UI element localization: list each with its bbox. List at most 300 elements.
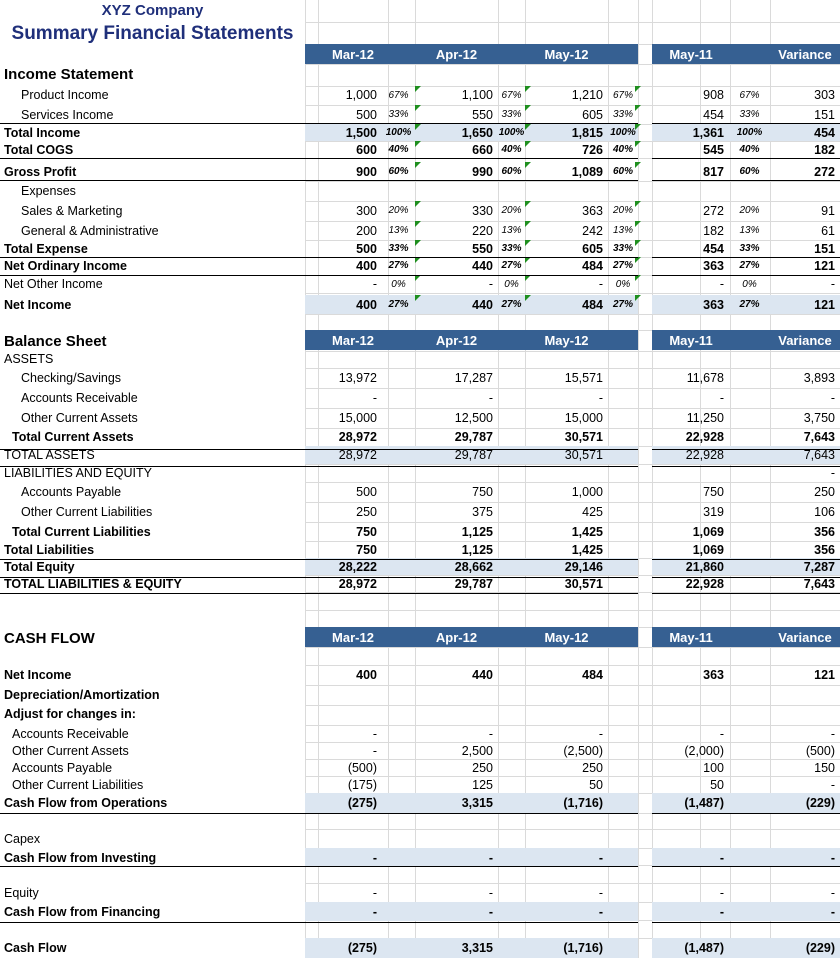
value-cell: 454: [703, 107, 724, 122]
value-cell: -: [488, 390, 493, 405]
value-cell: 3,893: [803, 370, 835, 385]
percent-cell: 20%: [501, 205, 522, 216]
period-header-apr-12: Apr-12: [435, 332, 478, 348]
value-cell: [770, 351, 840, 367]
row-label: Services Income: [21, 107, 114, 122]
table-row: [0, 522, 840, 541]
percent-cell: 27%: [501, 260, 522, 271]
value-cell: 22,928: [685, 430, 724, 444]
percent-cell: 0%: [504, 278, 519, 290]
value-cell: 400: [356, 297, 377, 312]
value-cell: 200: [356, 223, 377, 238]
total-rule: [0, 257, 305, 258]
table-row: [0, 938, 840, 958]
value-cell: 30,571: [564, 576, 603, 591]
percent-cell: 60%: [612, 166, 633, 177]
value-cell: -: [598, 850, 603, 865]
period-header-may-12: May-12: [544, 629, 589, 645]
error-flag-icon: [415, 141, 421, 147]
percent-cell: 67%: [739, 89, 760, 101]
percent-cell: 33%: [739, 243, 760, 254]
value-cell: 1,425: [571, 542, 603, 557]
value-cell: 182: [703, 223, 724, 238]
percent-cell: 33%: [388, 109, 409, 120]
table-row: [0, 388, 840, 407]
value-cell: 500: [356, 107, 377, 122]
error-flag-icon: [525, 141, 531, 147]
row-label: Other Current Liabilities: [21, 504, 153, 519]
error-flag-icon: [415, 240, 421, 246]
period-header-mar-12: Mar-12: [332, 332, 374, 348]
percent-cell: 33%: [501, 109, 522, 120]
percent-cell: 67%: [612, 89, 633, 101]
row-label: Accounts Payable: [21, 484, 122, 499]
value-cell: 363: [703, 667, 724, 682]
value-cell: -: [719, 885, 724, 900]
table-row: [0, 541, 840, 558]
value-cell: -: [372, 885, 377, 900]
value-cell: 7,643: [803, 448, 835, 462]
total-rule: [0, 593, 305, 594]
error-flag-icon: [635, 221, 641, 227]
row-label: TOTAL ASSETS: [4, 448, 95, 462]
value-cell: [770, 829, 840, 848]
value-cell: 29,787: [454, 576, 493, 591]
percent-cell: 33%: [388, 243, 409, 254]
error-flag-icon: [415, 201, 421, 207]
value-cell: (2,500): [563, 743, 603, 758]
value-cell: 545: [703, 142, 724, 157]
percent-cell: 13%: [501, 225, 522, 236]
error-flag-icon: [635, 240, 641, 246]
table-row: [0, 502, 840, 521]
total-rule: [305, 158, 638, 159]
total-rule: [652, 559, 840, 560]
value-cell: 425: [582, 504, 603, 519]
row-label: Total Liabilities: [4, 542, 95, 557]
value-cell: 726: [582, 142, 603, 157]
value-cell: 3,315: [461, 796, 493, 810]
value-cell: 1,815: [571, 125, 603, 140]
period-header-variance: Variance: [778, 629, 832, 645]
percent-cell: 100%: [498, 127, 525, 138]
value-cell: 3,750: [803, 410, 835, 425]
value-cell: 17,287: [454, 370, 493, 385]
value-cell: 151: [814, 241, 835, 256]
error-flag-icon: [415, 221, 421, 227]
total-rule: [652, 577, 840, 578]
value-cell: [415, 829, 498, 848]
value-cell: 363: [703, 258, 724, 273]
grid-row-line: [305, 647, 840, 648]
value-cell: -: [598, 726, 603, 741]
period-header-apr-12: Apr-12: [435, 46, 478, 62]
table-row: [0, 725, 840, 742]
table-row: [0, 351, 840, 367]
value-cell: -: [719, 390, 724, 405]
row-label: Equity: [4, 885, 39, 900]
value-cell: [525, 829, 608, 848]
value-cell: 3,315: [461, 941, 493, 955]
value-cell: -: [719, 850, 724, 865]
error-flag-icon: [635, 201, 641, 207]
total-rule: [0, 577, 305, 578]
row-label: Cash Flow: [4, 941, 67, 955]
value-cell: 125: [472, 777, 493, 792]
value-cell: 500: [356, 484, 377, 499]
value-cell: 61: [821, 223, 835, 238]
value-cell: -: [488, 277, 493, 291]
value-cell: 330: [472, 203, 493, 218]
value-cell: 250: [814, 484, 835, 499]
table-row: [0, 428, 840, 446]
row-label: Total Current Liabilities: [12, 524, 151, 539]
row-label: Cash Flow from Financing: [4, 904, 161, 919]
table-row: [0, 482, 840, 501]
value-cell: 1,100: [461, 88, 493, 102]
value-cell: -: [598, 390, 603, 405]
value-cell: 7,643: [803, 576, 835, 591]
row-label: Accounts Receivable: [12, 726, 129, 741]
percent-cell: 67%: [388, 89, 409, 101]
total-rule: [0, 559, 305, 560]
total-rule: [305, 559, 638, 560]
value-cell: 28,972: [338, 430, 377, 444]
value-cell: 363: [582, 203, 603, 218]
row-label: Total Equity: [4, 559, 75, 574]
value-cell: [318, 685, 382, 704]
value-cell: -: [488, 850, 493, 865]
period-header-variance: Variance: [778, 46, 832, 62]
total-rule: [0, 922, 305, 923]
table-row: [0, 240, 840, 257]
value-cell: 500: [356, 241, 377, 256]
percent-cell: 27%: [739, 299, 760, 310]
table-row: [0, 105, 840, 124]
total-rule: [305, 593, 638, 594]
value-cell: 1,500: [345, 125, 377, 140]
value-cell: 750: [472, 484, 493, 499]
total-rule: [0, 275, 305, 276]
percent-cell: 33%: [739, 109, 760, 120]
error-flag-icon: [525, 124, 531, 130]
value-cell: 15,000: [564, 410, 603, 425]
error-flag-icon: [525, 201, 531, 207]
table-row: [0, 685, 840, 704]
value-cell: -: [598, 904, 603, 919]
table-row: [0, 759, 840, 776]
value-cell: 29,787: [454, 430, 493, 444]
error-flag-icon: [525, 240, 531, 246]
value-cell: -: [488, 904, 493, 919]
value-cell: (229): [805, 796, 835, 810]
value-cell: 50: [589, 777, 603, 792]
report-title: Summary Financial Statements: [11, 23, 294, 44]
value-cell: (275): [347, 941, 377, 955]
value-cell: (500): [805, 743, 835, 758]
value-cell: [525, 351, 608, 367]
percent-cell: 33%: [501, 243, 522, 254]
error-flag-icon: [525, 105, 531, 111]
value-cell: 600: [356, 142, 377, 157]
value-cell: [415, 181, 498, 200]
value-cell: 91: [821, 203, 835, 218]
percent-cell: 40%: [501, 144, 522, 155]
value-cell: -: [372, 390, 377, 405]
row-label: Total Current Assets: [12, 430, 134, 444]
percent-cell: 27%: [388, 260, 409, 271]
row-label: TOTAL LIABILITIES & EQUITY: [4, 576, 182, 591]
value-cell: 29,787: [454, 448, 493, 462]
value-cell: 900: [356, 164, 377, 179]
value-cell: 106: [814, 504, 835, 519]
total-rule: [305, 449, 638, 450]
grid-row-line: [305, 314, 840, 315]
value-cell: 22,928: [685, 448, 724, 462]
value-cell: 363: [703, 297, 724, 312]
grid-row-line: [305, 610, 840, 611]
total-rule: [652, 813, 840, 814]
percent-cell: 27%: [739, 260, 760, 271]
value-cell: 150: [814, 760, 835, 775]
value-cell: 100: [703, 760, 724, 775]
value-cell: [318, 829, 382, 848]
percent-cell: 0%: [615, 278, 631, 290]
value-cell: [652, 829, 729, 848]
value-cell: 660: [472, 142, 493, 157]
error-flag-icon: [415, 86, 421, 92]
value-cell: 550: [472, 107, 493, 122]
total-rule: [305, 577, 638, 578]
value-cell: 484: [582, 297, 603, 312]
row-label: Net Other Income: [4, 277, 103, 291]
value-cell: [525, 685, 608, 704]
row-label: Cash Flow from Operations: [4, 796, 168, 810]
value-cell: 750: [356, 542, 377, 557]
percent-cell: 27%: [612, 299, 633, 310]
value-cell: 220: [472, 223, 493, 238]
grid-row-line: [305, 293, 840, 294]
total-rule: [652, 922, 840, 923]
grid-row-line: [305, 22, 840, 23]
value-cell: -: [719, 726, 724, 741]
row-label: Gross Profit: [4, 164, 77, 179]
row-label: Sales & Marketing: [21, 203, 123, 218]
value-cell: 1,069: [692, 524, 724, 539]
value-cell: [652, 705, 729, 723]
value-cell: [652, 685, 729, 704]
value-cell: 356: [814, 524, 835, 539]
grid-row-line: [305, 64, 840, 65]
table-row: [0, 883, 840, 902]
value-cell: 400: [356, 667, 377, 682]
value-cell: (275): [347, 796, 377, 810]
percent-cell: 67%: [501, 89, 522, 101]
total-rule: [305, 123, 638, 124]
total-rule: [652, 123, 840, 124]
value-cell: 15,000: [338, 410, 377, 425]
value-cell: (1,487): [684, 796, 724, 810]
value-cell: -: [598, 885, 603, 900]
percent-cell: 13%: [388, 225, 409, 236]
value-cell: 50: [710, 777, 724, 792]
value-cell: 550: [472, 241, 493, 256]
table-row: [0, 408, 840, 427]
value-cell: -: [830, 390, 835, 405]
percent-cell: 33%: [612, 109, 633, 120]
total-rule: [652, 466, 840, 467]
percent-cell: 20%: [612, 205, 633, 216]
value-cell: 121: [814, 667, 835, 682]
total-rule: [652, 275, 840, 276]
error-flag-icon: [635, 141, 641, 147]
table-row: [0, 558, 840, 575]
percent-cell: 100%: [736, 127, 763, 138]
error-flag-icon: [635, 295, 641, 301]
value-cell: [770, 181, 840, 200]
percent-cell: 100%: [385, 127, 412, 138]
value-cell: 121: [814, 258, 835, 273]
value-cell: 15,571: [564, 370, 603, 385]
company-name: XYZ Company: [101, 2, 204, 19]
error-flag-icon: [635, 86, 641, 92]
error-flag-icon: [525, 162, 531, 168]
row-label: Capex: [4, 831, 41, 846]
row-label: General & Administrative: [21, 223, 159, 238]
table-row: [0, 776, 840, 793]
table-row: [0, 368, 840, 387]
value-cell: -: [372, 904, 377, 919]
total-rule: [652, 158, 840, 159]
percent-cell: 40%: [739, 144, 760, 155]
row-label: Adjust for changes in:: [4, 707, 136, 721]
value-cell: [770, 685, 840, 704]
period-header-may-11: May-11: [669, 629, 713, 645]
value-cell: 272: [814, 164, 835, 179]
value-cell: (1,716): [563, 941, 603, 955]
percent-cell: 60%: [388, 166, 409, 177]
value-cell: -: [830, 277, 835, 291]
value-cell: 121: [814, 297, 835, 312]
period-header-may-11: May-11: [669, 332, 713, 348]
period-header-apr-12: Apr-12: [435, 629, 478, 645]
value-cell: 28,972: [338, 576, 377, 591]
total-rule: [0, 813, 305, 814]
percent-cell: 20%: [388, 205, 409, 216]
percent-cell: 100%: [610, 127, 636, 138]
total-rule: [305, 180, 638, 181]
value-cell: 11,678: [686, 370, 724, 385]
value-cell: 440: [472, 667, 493, 682]
percent-cell: 20%: [739, 205, 760, 216]
value-cell: 990: [472, 164, 493, 179]
value-cell: 29,146: [564, 559, 603, 574]
value-cell: -: [719, 277, 724, 291]
value-cell: [652, 181, 729, 200]
table-row: [0, 902, 840, 921]
row-label: LIABILITIES AND EQUITY: [4, 465, 152, 480]
table-row: [0, 221, 840, 240]
total-rule: [652, 180, 840, 181]
table-row: [0, 295, 840, 314]
value-cell: 22,928: [685, 576, 724, 591]
row-label: Total Expense: [4, 241, 88, 256]
row-label: Expenses: [21, 183, 76, 198]
value-cell: 484: [582, 258, 603, 273]
value-cell: 1,650: [461, 125, 493, 140]
period-header-variance: Variance: [778, 332, 832, 348]
value-cell: 242: [582, 223, 603, 238]
value-cell: [318, 351, 382, 367]
total-rule: [0, 466, 305, 467]
value-cell: [415, 351, 498, 367]
value-cell: -: [830, 885, 835, 900]
period-header-may-11: May-11: [669, 46, 713, 62]
value-cell: 484: [582, 667, 603, 682]
value-cell: 750: [703, 484, 724, 499]
value-cell: [525, 181, 608, 200]
value-cell: -: [719, 904, 724, 919]
value-cell: 1,425: [571, 524, 603, 539]
error-flag-icon: [635, 162, 641, 168]
value-cell: (2,000): [684, 743, 724, 758]
table-row: [0, 141, 840, 158]
value-cell: 28,222: [338, 559, 377, 574]
table-row: [0, 257, 840, 274]
table-row: [0, 162, 840, 181]
value-cell: -: [830, 465, 835, 480]
percent-cell: 27%: [388, 299, 409, 310]
value-cell: 1,089: [571, 164, 603, 179]
period-header-may-12: May-12: [544, 332, 589, 348]
total-rule: [0, 866, 305, 867]
section-title-balance: Balance Sheet: [4, 332, 107, 350]
error-flag-icon: [525, 295, 531, 301]
value-cell: -: [372, 726, 377, 741]
value-cell: 21,860: [685, 559, 724, 574]
value-cell: 12,500: [454, 410, 493, 425]
table-row: [0, 665, 840, 684]
value-cell: 151: [814, 107, 835, 122]
table-row: [0, 201, 840, 220]
table-row: [0, 742, 840, 759]
value-cell: 356: [814, 542, 835, 557]
value-cell: -: [830, 726, 835, 741]
value-cell: -: [830, 777, 835, 792]
percent-cell: 13%: [612, 225, 633, 236]
row-label: Product Income: [21, 88, 109, 102]
percent-cell: 13%: [739, 225, 760, 236]
period-header-mar-12: Mar-12: [332, 46, 374, 62]
row-label: Checking/Savings: [21, 370, 122, 385]
value-cell: 272: [703, 203, 724, 218]
error-flag-icon: [415, 124, 421, 130]
total-rule: [652, 449, 840, 450]
error-flag-icon: [635, 124, 641, 130]
section-title-income: Income Statement: [4, 65, 134, 83]
table-row: [0, 181, 840, 200]
total-rule: [652, 593, 840, 594]
value-cell: 182: [814, 142, 835, 157]
error-flag-icon: [635, 105, 641, 111]
row-label: Depreciation/Amortization: [4, 687, 160, 702]
value-cell: (1,487): [684, 941, 724, 955]
percent-cell: 0%: [391, 278, 406, 290]
value-cell: 250: [356, 504, 377, 519]
value-cell: 1,069: [692, 542, 724, 557]
section-title-cash: CASH FLOW: [4, 629, 95, 647]
row-label: Net Ordinary Income: [4, 258, 127, 273]
